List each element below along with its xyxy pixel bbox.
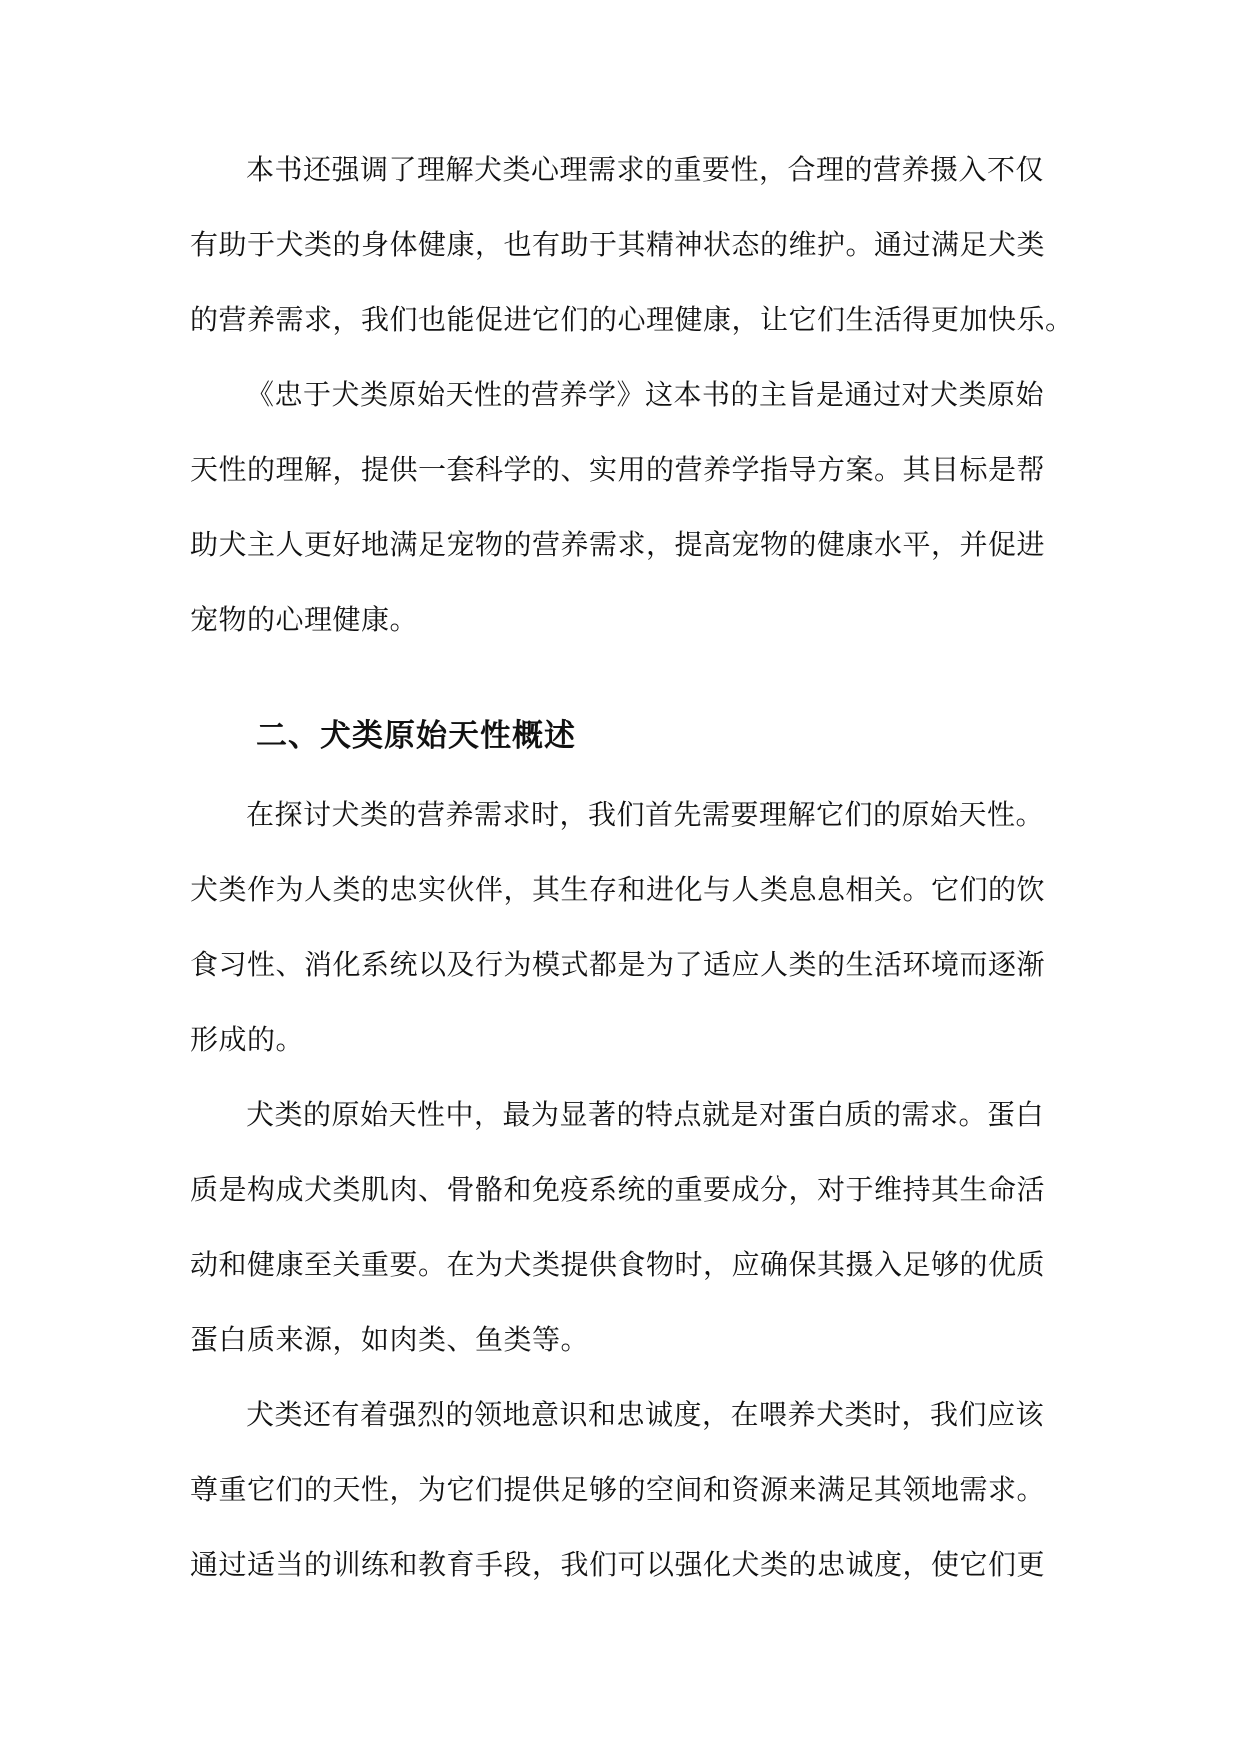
paragraph-line: 《忠于犬类原始天性的营养学》这本书的主旨是通过对犬类原始 — [246, 378, 1045, 411]
paragraph-line: 犬类的原始天性中，最为显著的特点就是对蛋白质的需求。蛋白 — [246, 1098, 1045, 1131]
paragraph-line: 尊重它们的天性，为它们提供足够的空间和资源来满足其领地需求。 — [190, 1473, 1046, 1506]
paragraph-line: 形成的。 — [190, 1023, 305, 1056]
paragraph-line: 犬类作为人类的忠实伙伴，其生存和进化与人类息息相关。它们的饮 — [190, 873, 1046, 906]
paragraph-line: 犬类还有着强烈的领地意识和忠诚度，在喂养犬类时，我们应该 — [246, 1398, 1045, 1431]
paragraph-line: 本书还强调了理解犬类心理需求的重要性，合理的营养摄入不仅 — [246, 153, 1045, 186]
paragraph-line: 通过适当的训练和教育手段，我们可以强化犬类的忠诚度，使它们更 — [190, 1548, 1046, 1581]
paragraph-line: 在探讨犬类的营养需求时，我们首先需要理解它们的原始天性。 — [246, 798, 1045, 831]
paragraph-line: 宠物的心理健康。 — [190, 603, 419, 636]
paragraph-line: 质是构成犬类肌肉、骨骼和免疫系统的重要成分，对于维持其生命活 — [190, 1173, 1046, 1206]
paragraph-line: 蛋白质来源，如肉类、鱼类等。 — [190, 1323, 590, 1356]
section-heading: 二、犬类原始天性概述 — [256, 718, 576, 754]
paragraph-line: 食习性、消化系统以及行为模式都是为了适应人类的生活环境而逐渐 — [190, 948, 1046, 981]
paragraph-line: 助犬主人更好地满足宠物的营养需求，提高宠物的健康水平，并促进 — [190, 528, 1046, 561]
paragraph-line: 的营养需求，我们也能促进它们的心理健康，让它们生活得更加快乐。 — [190, 303, 1074, 336]
paragraph-line: 动和健康至关重要。在为犬类提供食物时，应确保其摄入足够的优质 — [190, 1248, 1046, 1281]
paragraph-line: 有助于犬类的身体健康，也有助于其精神状态的维护。通过满足犬类 — [190, 228, 1046, 261]
paragraph-line: 天性的理解，提供一套科学的、实用的营养学指导方案。其目标是帮 — [190, 453, 1046, 486]
